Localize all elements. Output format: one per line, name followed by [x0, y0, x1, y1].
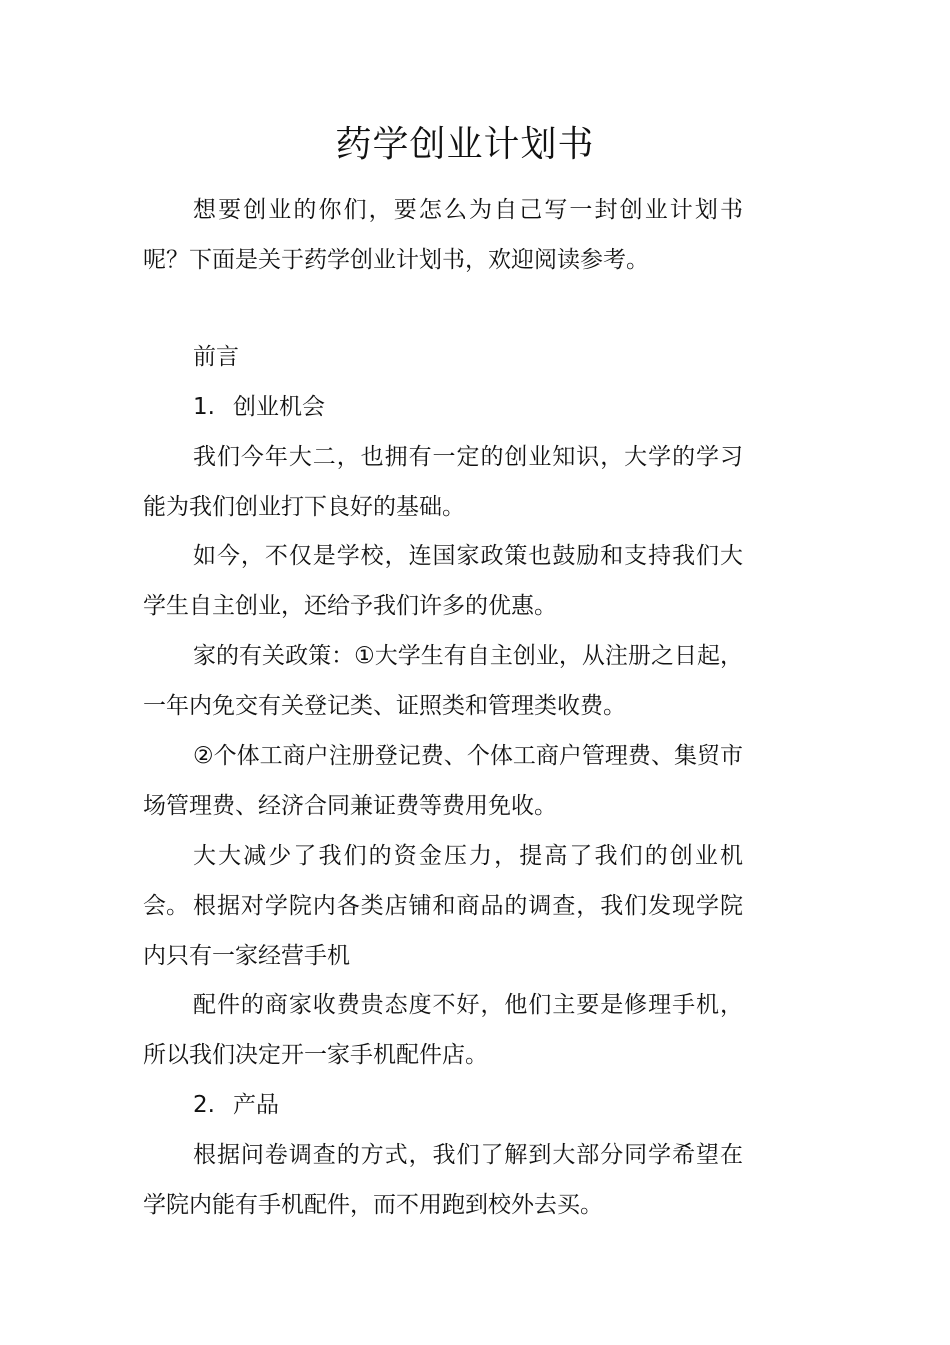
- section-1-number: 1.: [193, 394, 215, 420]
- section-2-number: 2.: [193, 1092, 215, 1118]
- body-paragraph: 大大减少了我们的资金压力，提高了我们的创业机会。: [143, 843, 743, 919]
- body-paragraph: 我们今年大二，也拥有一定的创业知识，大学的学习能为我们创业打下良好的基础。: [143, 444, 743, 520]
- body-paragraph: 配件的商家收费贵态度不好，他们主要是修理手机，所以我们决定开一家手机配件店。: [143, 992, 743, 1068]
- section-1-heading: [193, 382, 325, 432]
- body-paragraph: 如今，不仅是学校，连国家政策也鼓励和支持我们大学生自主创业，还给予我们许多的优惠。: [143, 543, 743, 619]
- body-paragraph: 根据对学院内各类店铺和商品的调查，我们发现学院内只有一家经营手机: [143, 893, 743, 969]
- section-2-label: 产品: [233, 1092, 279, 1118]
- document-title: 药学创业计划书: [335, 124, 595, 165]
- preface-heading: 前言: [193, 344, 239, 370]
- section-2-heading: [193, 1080, 279, 1130]
- body-paragraph: 根据问卷调查的方式，我们了解到大部分同学希望在学院内能有手机配件，而不用跑到校外去买。: [143, 1142, 743, 1218]
- intro-paragraph: 想要创业的你们，要怎么为自己写一封创业计划书呢？下面是关于药学创业计划书，欢迎阅读参考。: [143, 197, 743, 273]
- section-1-label: 创业机会: [233, 394, 325, 420]
- body-paragraph: 家的有关政策：①大学生有自主创业，从注册之日起，一年内免交有关登记类、证照类和管理类收费。: [143, 643, 743, 719]
- body-paragraph: ②个体工商户注册登记费、个体工商户管理费、集贸市场管理费、经济合同兼证费等费用免收。: [143, 743, 743, 819]
